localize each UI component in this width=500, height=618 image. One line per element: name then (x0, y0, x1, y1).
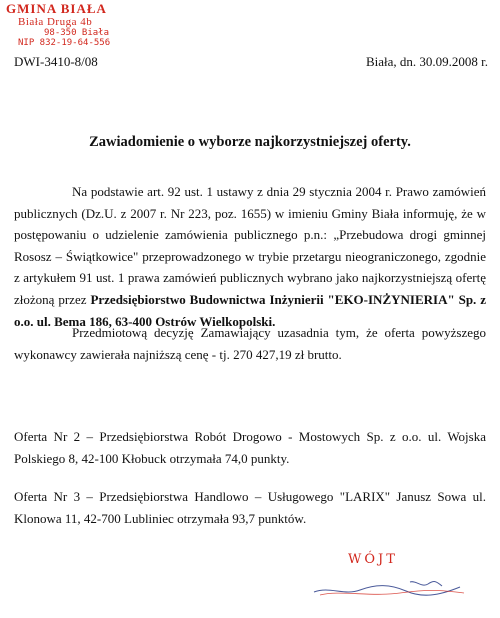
municipality-stamp (6, 2, 110, 48)
offer-item-3: Oferta Nr 3 – Przedsiębiorstwa Handlowo – Usługowego "LARIX" Janusz Sowa ul. Klonowa 11, 42-700 Lubliniec otrzymała 93,7 punktów. (14, 489, 486, 526)
reference-number: DWI-3410-8/08 (14, 54, 98, 69)
stamp-line-postcode: 98-350 Biała (44, 28, 110, 38)
signature-stamp (310, 578, 470, 600)
stamp-line-address: Biała Druga 4b (18, 16, 93, 28)
stamp-line-nip: NIP 832-19-64-556 (18, 38, 111, 48)
stamp-line-name: GMINA BIAŁA (6, 1, 107, 16)
wojt-stamp: WÓJT (348, 552, 398, 567)
document-title: Zawiadomienie o wyborze najkorzystniejszej oferty. (89, 134, 411, 150)
place-and-date: Biała, dn. 30.09.2008 r. (365, 54, 488, 69)
paragraph-decision (14, 181, 486, 332)
offer-item-2: Oferta Nr 2 – Przedsiębiorstwa Robót Drogowo - Mostowych Sp. z o.o. ul. Wojska Polskiego 8, 42-100 Kłobuck otrzymała 74,0 punkty. (14, 429, 486, 466)
paragraph-decision-text: Na podstawie art. 92 ust. 1 ustawy z dnia 29 stycznia 2004 r. Prawo zamówień publicznych (Dz.U. z 2007 r. Nr 223, poz. 1655) w imieniu Gminy Biała informuję, że w postępowaniu o udzielenie zamówienia publicznego p.n.: „Przebudowa drogi gminnej Rososz – Świątkowice" przeprowadzonego w trybie przetargu nieograniczonego, zgodnie z artykułem 91 ust. 1 prawa zamówień publicznych wybrano jako najkorzystniejszą ofertę złożoną przez (14, 184, 486, 307)
paragraph-justification: Przedmiotową decyzję Zamawiający uzasadnia tym, że oferta powyższego wykonawcy zawierała najniższą cenę - tj. 270 427,19 zł brutto. (14, 325, 486, 362)
winning-contractor: Przedsiębiorstwo Budownictwa Inżynierii "EKO-INŻYNIERIA" Sp. z o.o. ul. Bema 186, 63-400 Ostrów Wielkopolski. (14, 291, 487, 329)
